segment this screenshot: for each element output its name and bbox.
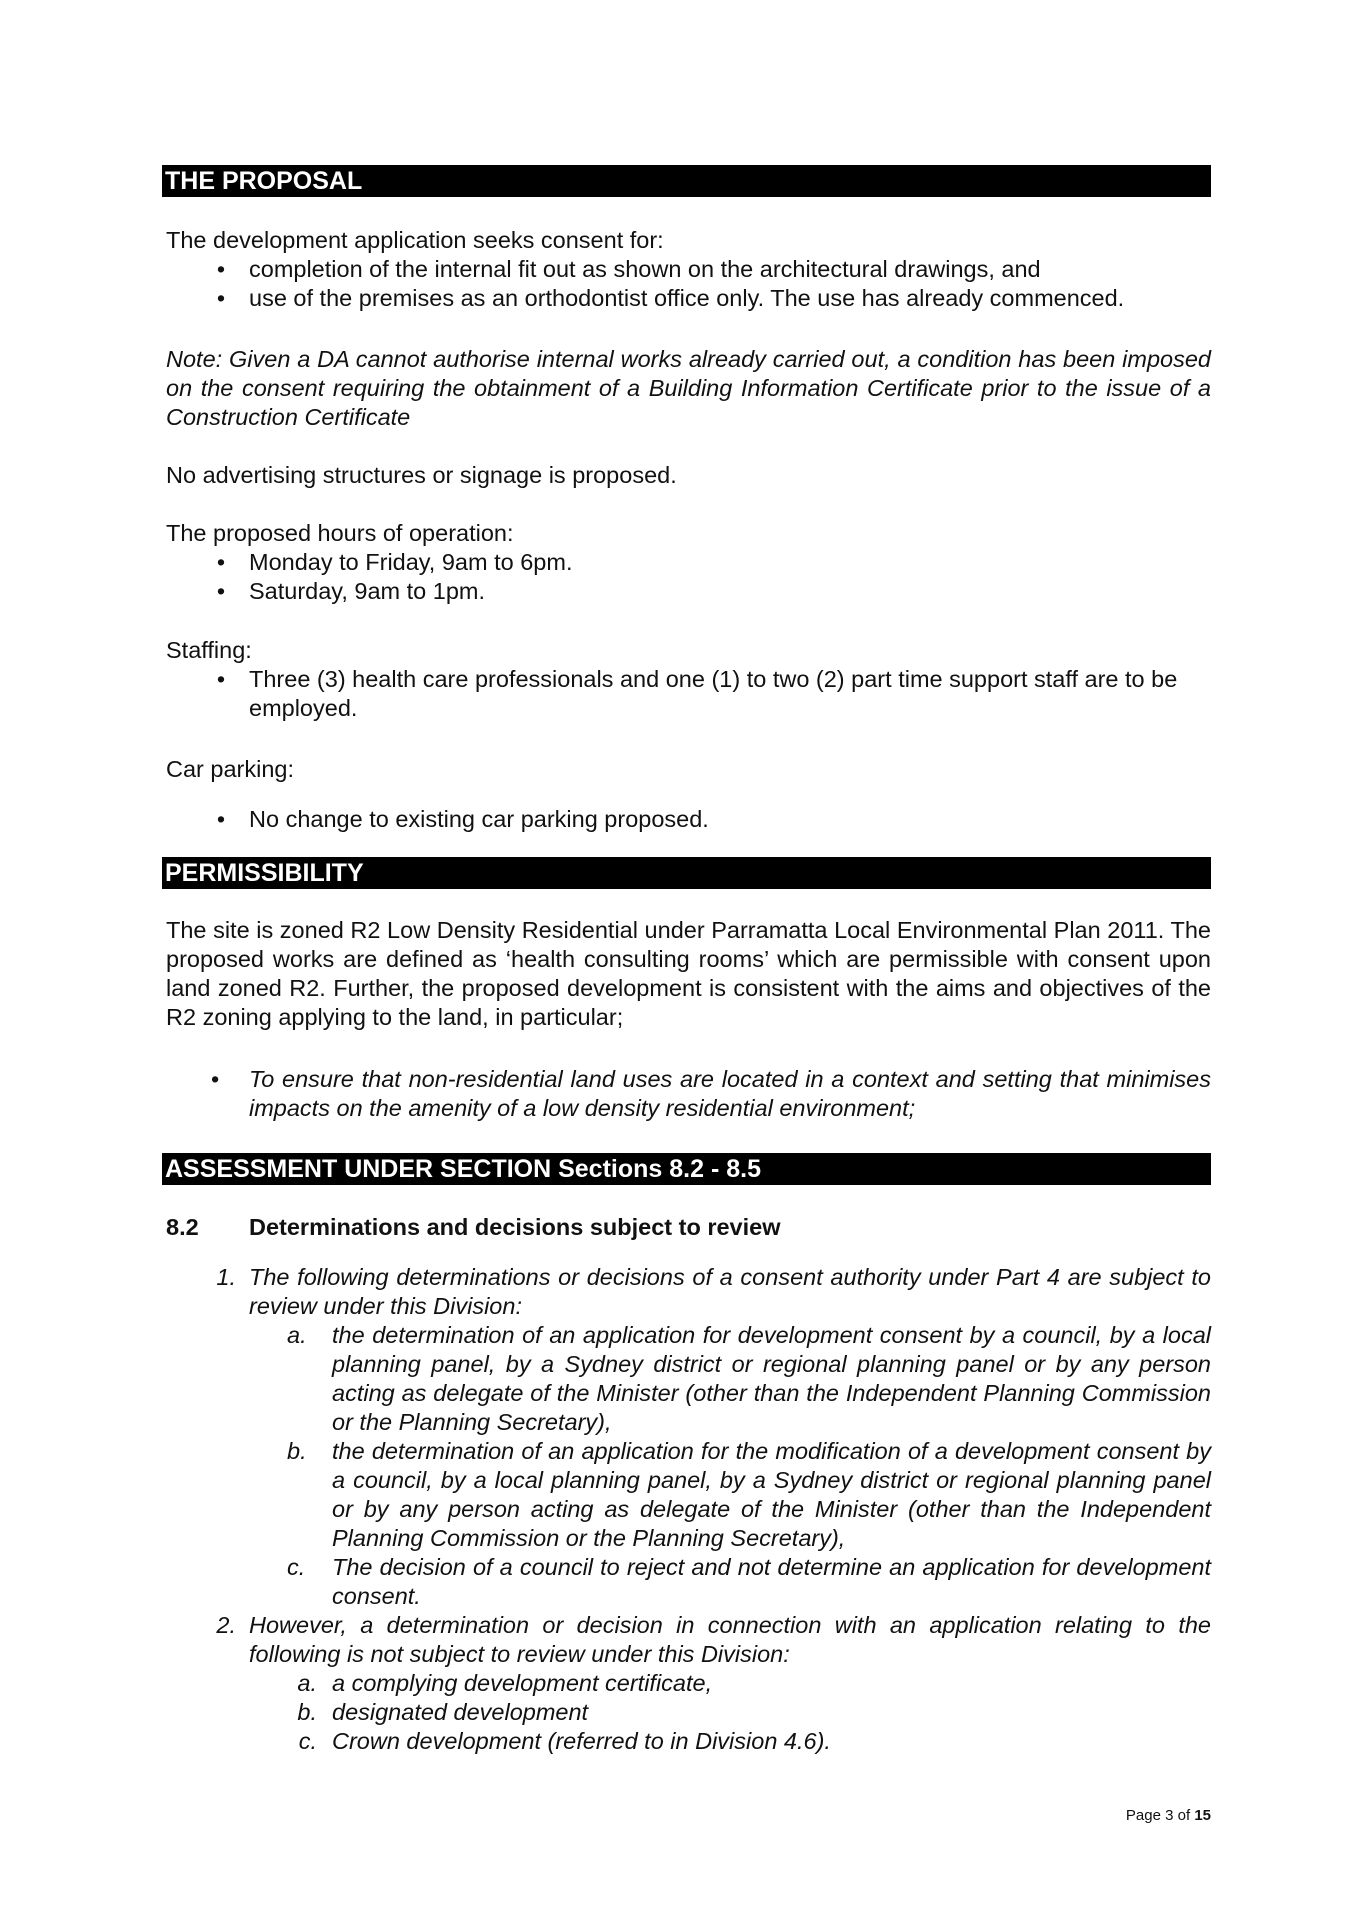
list-item: a. a complying development certificate, (297, 1670, 713, 1696)
proposal-note: Note: Given a DA cannot authorise internal works already carried out, a condition has been imposed on the consent requiring the obtainment of a Building Information Certificate prior to the issue of a Construction Certificate (166, 346, 1211, 430)
bullet-icon: • (216, 666, 226, 692)
bullet-icon: • (216, 578, 226, 604)
parking-label: Car parking: (166, 756, 294, 782)
permissibility-objective-block (166, 1065, 1211, 1123)
list-item: • use of the premises as an orthodontist office only. The use has already commenced. (166, 284, 1211, 313)
bullet-icon: • (216, 806, 226, 832)
section-number: 8.2 (166, 1214, 199, 1240)
permissibility-body-block (166, 916, 1211, 1032)
proposal-intro: The development application seeks consent for: (166, 227, 664, 253)
heading-permissibility: PERMISSIBILITY (162, 857, 1211, 889)
parking-label-block (166, 755, 1211, 784)
review-sublist (249, 1669, 1211, 1756)
section-8-2-heading (166, 1213, 1211, 1242)
list-item: a. the determination of an application for development consent by a council, by a local planning panel, by a Sydney district or regional planning panel or by any person acting as delegate of the Minister (other than the Independent Planning Commission or the Planning Secretary), (287, 1322, 1211, 1435)
signage-block (166, 461, 1211, 490)
staffing-block (166, 636, 1211, 723)
parking-list (166, 805, 1211, 834)
bullet-icon: • (216, 256, 226, 282)
section-title: Determinations and decisions subject to review (249, 1214, 781, 1240)
list-item: b. designated development (297, 1699, 589, 1725)
list-item: 2. However, a determination or decision in connection with an application relating to the following is not subject to review under this Division: a. a complying development certificate, b. designated development c. Crown development (referred to in Division 4.6). (216, 1612, 1211, 1754)
hours-block (166, 519, 1211, 606)
list-item: c. Crown development (referred to in Division 4.6). (298, 1728, 831, 1754)
staffing-list (166, 665, 1211, 723)
review-sublist (249, 1321, 1211, 1611)
proposal-intro-block (166, 226, 1211, 313)
list-item: 1. The following determinations or decisions of a consent authority under Part 4 are subject to review under this Division: a. the determination of an application for development consent by a council, by a local planning panel, by a Sydney district or regional planning panel or by any person acting as delegate of the Minister (other than the Independent Planning Commission or the Planning Secretary), b. the determination of an application for the modification of a development consent by a council, by a local planning panel, by a Sydney district or regional planning panel or by any person acting as delegate of the Minister (other than the Independent Planning Commission or the Planning Secretary), c. The decision of a council to reject and not determine an application for development consent. (216, 1264, 1211, 1609)
proposal-bullet-list (166, 255, 1211, 313)
list-item: • completion of the internal fit out as shown on the architectural drawings, and (166, 255, 1211, 284)
signage-statement: No advertising structures or signage is proposed. (166, 462, 677, 488)
staffing-label: Staffing: (166, 637, 252, 663)
bullet-icon: • (216, 549, 226, 575)
hours-intro: The proposed hours of operation: (166, 520, 514, 546)
bullet-icon: • (211, 1066, 220, 1092)
heading-the-proposal: THE PROPOSAL (162, 165, 1211, 197)
review-numbered-list (166, 1263, 1211, 1756)
parking-list-block (166, 805, 1211, 834)
list-item: • Three (3) health care professionals and one (1) to two (2) part time support staff are to be employed. (166, 665, 1211, 723)
list-item: c. The decision of a council to reject and not determine an application for development consent. (287, 1554, 1211, 1609)
list-item: • Monday to Friday, 9am to 6pm. (166, 548, 1211, 577)
list-item: • No change to existing car parking proposed. (166, 805, 1211, 834)
list-item: • Saturday, 9am to 1pm. (166, 577, 1211, 606)
document-page (166, 0, 1211, 1930)
list-item: b. the determination of an application for the modification of a development consent by a council, by a local planning panel, by a Sydney district or regional planning panel or by any person acting as delegate of the Minister (other than the Independent Planning Commission or the Planning Secretary), (287, 1438, 1211, 1551)
list-item: • To ensure that non-residential land uses are located in a context and setting that minimises impacts on the amenity of a low density residential environment; (211, 1066, 1211, 1121)
permissibility-body: The site is zoned R2 Low Density Residential under Parramatta Local Environmental Plan 2011. The proposed works are defined as ‘health consulting rooms’ which are permissible with consent upon land zoned R2. Further, the proposed development is consistent with the aims and objectives of the R2 zoning applying to the land, in particular; (166, 917, 1211, 1030)
heading-assessment: ASSESSMENT UNDER SECTION Sections 8.2 - 8.5 (162, 1153, 1211, 1185)
bullet-icon: • (216, 285, 226, 311)
objective-list (166, 1065, 1211, 1123)
page-number-footer: Page 3 of 15 (1125, 1807, 1211, 1824)
hours-list (166, 548, 1211, 606)
review-list-block (166, 1263, 1211, 1756)
proposal-note-block (166, 345, 1211, 432)
